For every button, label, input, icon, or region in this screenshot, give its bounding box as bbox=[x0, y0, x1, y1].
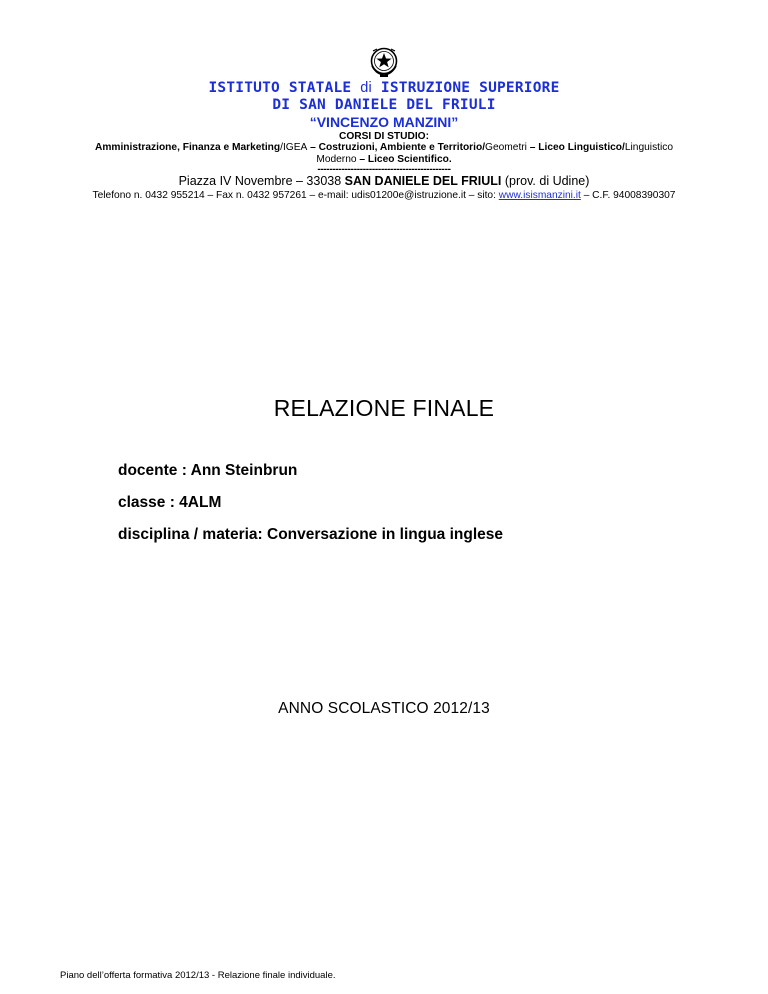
report-title: RELAZIONE FINALE bbox=[273, 395, 495, 421]
course-item: – Costruzioni, Ambiente e Territorio/ bbox=[307, 142, 486, 153]
address-prefix: Piazza IV Novembre – 33038 bbox=[178, 174, 345, 188]
school-address bbox=[0, 174, 768, 188]
contacts-suffix: – C.F. 94008390307 bbox=[580, 190, 676, 201]
course-item: – Liceo Scientifico. bbox=[356, 154, 452, 165]
school-year: ANNO SCOLASTICO 2012/13 bbox=[278, 700, 490, 717]
course-item: /IGEA bbox=[280, 142, 308, 153]
header-separator: -------------------------------------------- bbox=[317, 164, 451, 175]
teacher-line: docente : Ann Steinbrun bbox=[118, 462, 298, 479]
school-contacts bbox=[0, 190, 768, 201]
address-suffix: (prov. di Udine) bbox=[501, 174, 590, 188]
school-name-suffix: ISTRUZIONE SUPERIORE bbox=[371, 80, 560, 96]
address-town: SAN DANIELE DEL FRIULI bbox=[344, 174, 502, 188]
school-name-di: di bbox=[360, 80, 372, 96]
school-name-line2: DI SAN DANIELE DEL FRIULI bbox=[272, 97, 496, 113]
contacts-prefix: Telefono n. 0432 955214 – Fax n. 0432 957261 – e-mail: udis01200e@istruzione.it – sito: bbox=[92, 190, 499, 201]
school-name-prefix: ISTITUTO STATALE bbox=[208, 80, 361, 96]
italian-republic-emblem-icon bbox=[369, 46, 399, 78]
courses-list bbox=[80, 142, 688, 166]
school-dedication: “VINCENZO MANZINI” bbox=[309, 114, 459, 130]
course-item: Linguistico Moderno bbox=[316, 142, 674, 165]
subject-line: disciplina / materia: Conversazione in lingua inglese bbox=[118, 526, 504, 543]
page-footer: Piano dell’offerta formativa 2012/13 - Relazione finale individuale. bbox=[60, 970, 336, 981]
course-item: Amministrazione, Finanza e Marketing bbox=[94, 142, 281, 153]
website-link[interactable]: www.isismanzini.it bbox=[498, 190, 581, 201]
school-name-line1 bbox=[0, 80, 768, 96]
courses-label: CORSI DI STUDIO: bbox=[339, 131, 429, 142]
course-item: – Liceo Linguistico/ bbox=[526, 142, 625, 153]
class-line: classe : 4ALM bbox=[118, 494, 222, 511]
course-item: Geometri bbox=[485, 142, 527, 153]
